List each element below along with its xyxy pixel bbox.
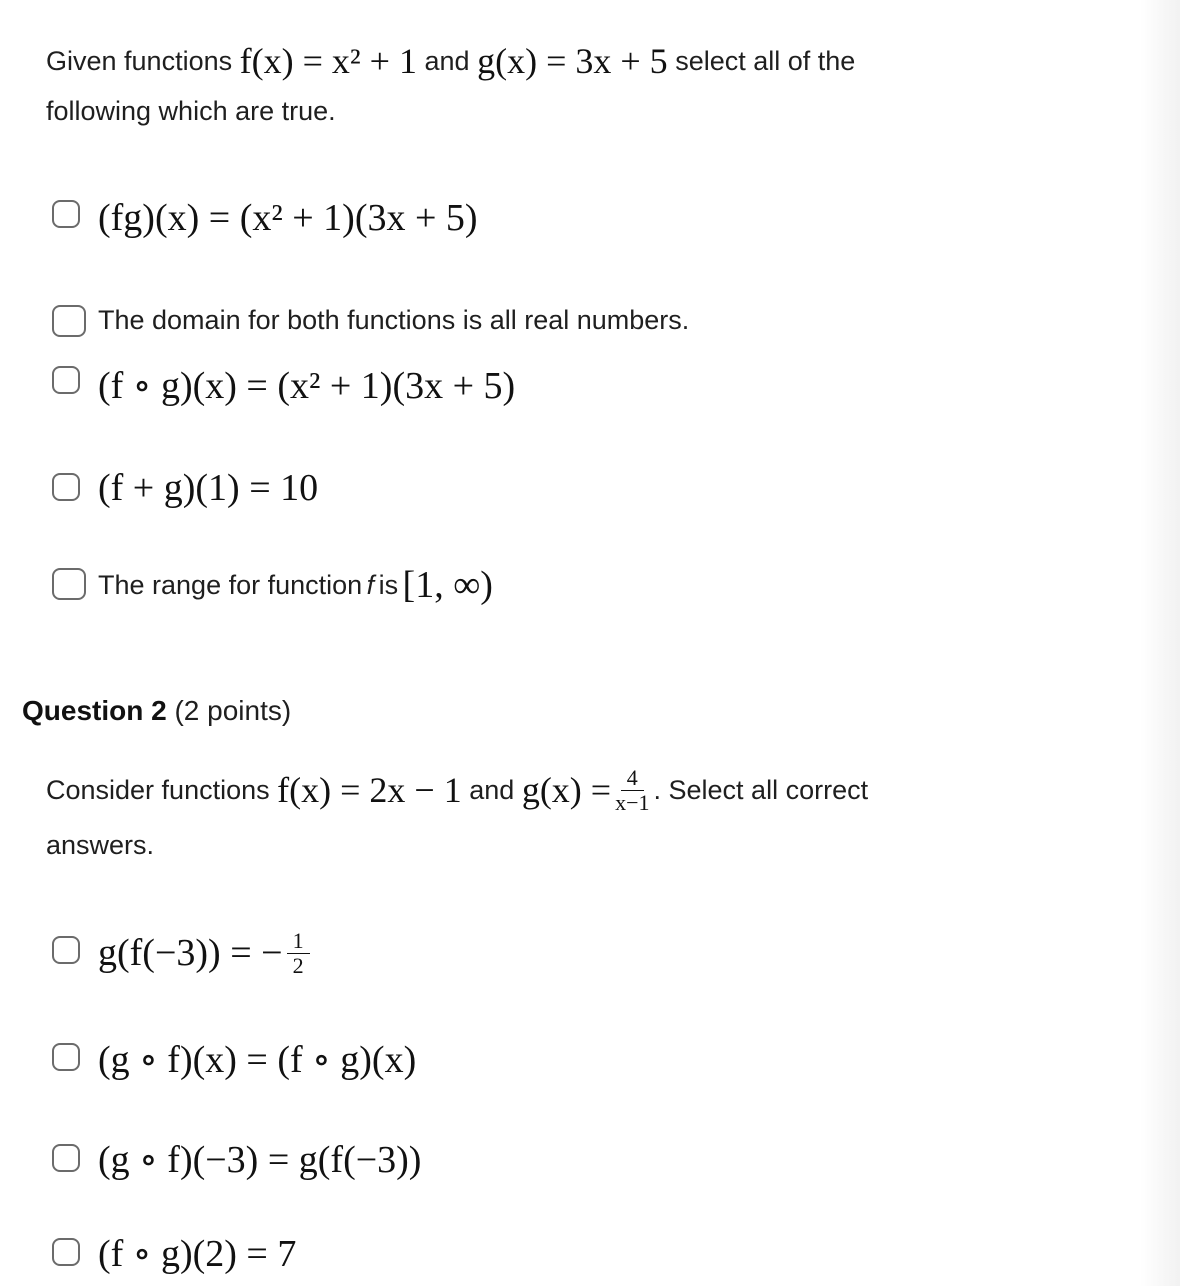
question1-prompt-line2 <box>46 86 1146 136</box>
q2-g-denominator: x−1 <box>615 789 650 815</box>
q1-option5-checkbox[interactable] <box>52 568 86 600</box>
q2-option4-checkbox[interactable] <box>52 1238 80 1266</box>
q1-option2[interactable] <box>98 304 689 336</box>
q2-g-lhs: g(x) = <box>521 770 612 810</box>
right-edge-fade <box>1140 0 1180 1286</box>
q1-prompt-prefix: Given functions <box>46 45 233 76</box>
q2-option1-math: g(f(−3)) = − <box>98 932 283 974</box>
question2-title: Question 2 <box>22 695 167 726</box>
question2-prompt-line2 <box>46 822 1156 868</box>
q2-g-numerator: 4 <box>621 766 644 790</box>
q1-option5-math: [1, ∞) <box>402 564 493 606</box>
q1-option3[interactable] <box>98 362 515 408</box>
q1-option1[interactable] <box>98 196 478 240</box>
q2-option1-fraction <box>287 929 310 976</box>
q2-option3[interactable] <box>98 1136 421 1182</box>
q1-option5-text-after: is <box>378 569 399 600</box>
q1-option2-checkbox[interactable] <box>52 305 86 337</box>
q2-option4-math: (f ∘ g)(2) = 7 <box>98 1232 297 1275</box>
q1-option3-checkbox[interactable] <box>52 366 80 394</box>
q2-and-word: and <box>469 774 515 805</box>
question1-prompt-line1 <box>46 36 1146 86</box>
q1-option4-math: (f + g)(1) = 10 <box>98 467 319 509</box>
q2-prompt-suffix: . Select all correct <box>653 774 869 805</box>
q1-and-word: and <box>424 45 470 76</box>
q2-option2-checkbox[interactable] <box>52 1043 80 1071</box>
q2-option1-checkbox[interactable] <box>52 936 80 964</box>
q1-option4-checkbox[interactable] <box>52 473 80 501</box>
q2-prompt-line2-text: answers. <box>46 829 155 860</box>
q1-f-definition: f(x) = x² + 1 <box>239 41 417 81</box>
question1-prompt <box>46 36 1146 136</box>
question2-prompt <box>46 762 1156 868</box>
q2-g-fraction <box>615 766 649 813</box>
q1-option2-text: The domain for both functions is all real numbers. <box>98 304 690 335</box>
q1-option1-math: (fg)(x) = (x² + 1)(3x + 5) <box>98 197 478 239</box>
q2-option2[interactable] <box>98 1036 416 1082</box>
question2-points: (2 points) <box>174 695 292 726</box>
q1-option3-math: (f ∘ g)(x) = (x² + 1)(3x + 5) <box>98 364 516 407</box>
question2-header <box>22 695 291 727</box>
q1-g-definition: g(x) = 3x + 5 <box>477 41 668 81</box>
q2-option1-frac-den: 2 <box>292 952 304 978</box>
q1-option5[interactable] <box>98 562 493 608</box>
question2-prompt-line1 <box>46 762 1156 818</box>
q1-option5-text: The range for function <box>98 569 363 600</box>
q1-option5-f-letter: f <box>366 569 375 600</box>
q2-option4[interactable] <box>98 1230 296 1276</box>
q2-option1[interactable] <box>98 928 314 978</box>
q2-option2-math: (g ∘ f)(x) = (f ∘ g)(x) <box>98 1038 417 1081</box>
q1-prompt-line2-text: following which are true. <box>46 95 336 126</box>
q1-option4[interactable] <box>98 466 318 510</box>
q2-f-definition: f(x) = 2x − 1 <box>277 770 462 810</box>
q1-option1-checkbox[interactable] <box>52 200 80 228</box>
q2-option3-checkbox[interactable] <box>52 1144 80 1172</box>
q2-option3-math: (g ∘ f)(−3) = g(f(−3)) <box>98 1138 422 1181</box>
q2-prompt-prefix: Consider functions <box>46 774 270 805</box>
q2-option1-frac-num: 1 <box>287 929 310 953</box>
q1-prompt-suffix: select all of the <box>675 45 856 76</box>
